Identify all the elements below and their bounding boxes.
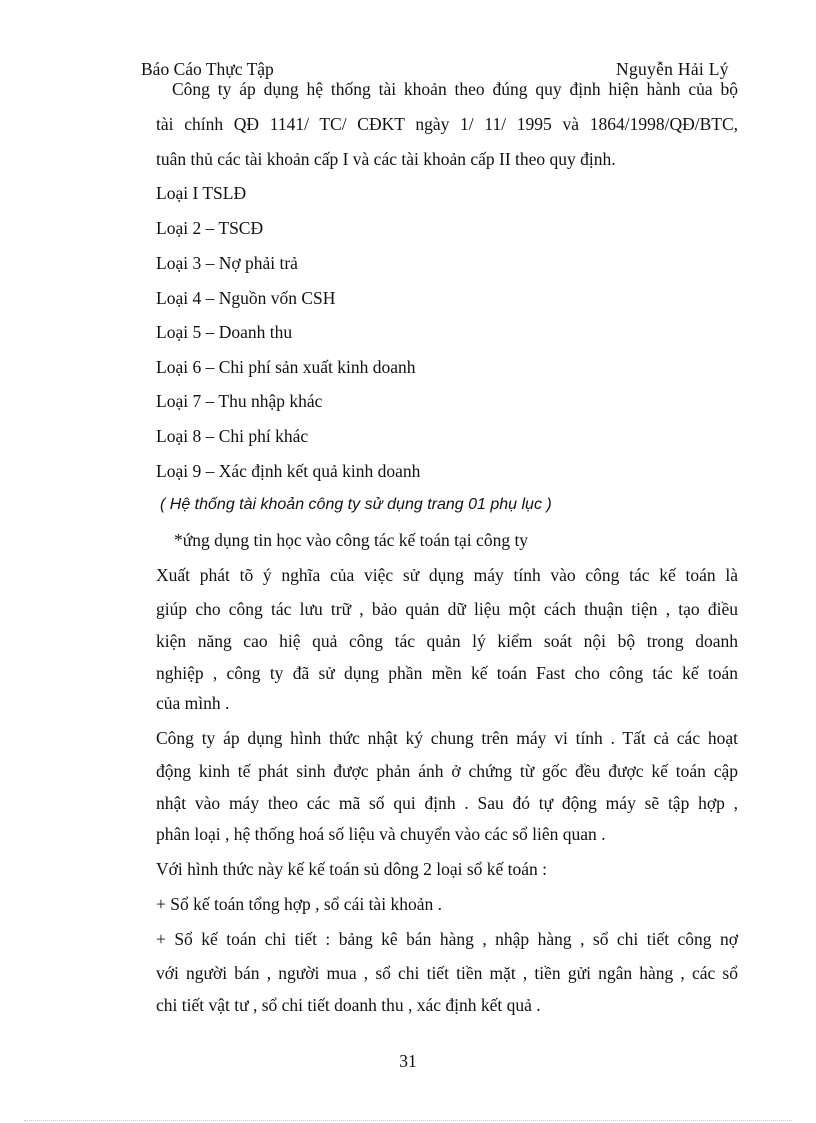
bottom-dotted-rule <box>24 1120 792 1121</box>
para2-line-3: nhật vào máy theo các mã số qui định . Sau đó tự động máy sẽ tập hợp , <box>156 793 738 813</box>
para1-line-5: của mình . <box>156 693 230 713</box>
para2-line-2: động kinh tế phát sinh được phản ánh ở chứng từ gốc đều được kế toán cập <box>156 761 738 781</box>
account-type-7: Loại 7 – Thu nhập khác <box>156 391 323 411</box>
para1-line-4: nghiệp , công ty đã sử dụng phần mền kế toán Fast cho công tác kế toán <box>156 663 738 683</box>
bullet-1: + Sổ kế toán tổng hợp , sổ cái tài khoản . <box>156 894 442 914</box>
account-type-2: Loại 2 – TSCĐ <box>156 218 264 238</box>
intro-line-1: Công ty áp dụng hệ thống tài khoản theo đúng quy định hiện hành của bộ <box>172 79 738 99</box>
bullet-2-line-3: chi tiết vật tư , sổ chi tiết doanh thu , xác định kết quả . <box>156 995 541 1015</box>
account-type-9: Loại 9 – Xác định kết quả kinh doanh <box>156 461 421 481</box>
account-type-6: Loại 6 – Chi phí sản xuất kinh doanh <box>156 357 416 377</box>
intro-line-3: tuân thủ các tài khoản cấp I và các tài khoản cấp II theo quy định. <box>156 149 616 169</box>
para1-line-2: giúp cho công tác lưu trữ , bảo quản dữ liệu một cách thuận tiện , tạo điều <box>156 599 738 619</box>
account-type-5: Loại 5 – Doanh thu <box>156 322 293 342</box>
bullet-2-line-1: + Sổ kế toán chi tiết : bảng kê bán hàng , nhập hàng , sổ chi tiết công nợ <box>156 929 738 949</box>
account-type-8: Loại 8 – Chi phí khác <box>156 426 309 446</box>
account-type-3: Loại 3 – Nợ phải trả <box>156 253 298 273</box>
bullet-2-line-2: với người bán , người mua , sổ chi tiết tiền mặt , tiền gửi ngân hàng , các sổ <box>156 963 738 983</box>
para1-line-3: kiện năng cao hiệ quả công tác quản lý kiểm soát nội bộ trong doanh <box>156 631 738 651</box>
page-number: 31 <box>399 1051 417 1071</box>
header-author-name: Nguyễn Hải Lý <box>616 59 729 79</box>
appendix-note: ( Hệ thống tài khoản công ty sử dụng trang 01 phụ lục ) <box>160 496 552 513</box>
para2-line-1: Công ty áp dụng hình thức nhật ký chung trên máy vi tính . Tất cả các hoạt <box>156 728 738 748</box>
header-report-title: Báo Cáo Thực Tập <box>141 59 274 79</box>
para2-line-4: phân loại , hệ thống hoá số liệu và chuyển vào các sổ liên quan . <box>156 824 606 844</box>
intro-line-2: tài chính QĐ 1141/ TC/ CĐKT ngày 1/ 11/ 1995 và 1864/1998/QĐ/BTC, <box>156 114 738 134</box>
account-type-1: Loại I TSLĐ <box>156 183 247 203</box>
section-heading: *ứng dụng tin học vào công tác kế toán tại công ty <box>174 530 529 550</box>
account-type-4: Loại 4 – Nguồn vốn CSH <box>156 288 336 308</box>
para3-line: Với hình thức này kế kế toán sủ dông 2 loại sổ kế toán : <box>156 859 548 879</box>
para1-line-1: Xuất phát tõ ý nghĩa của việc sử dụng máy tính vào công tác kế toán là <box>156 565 738 585</box>
